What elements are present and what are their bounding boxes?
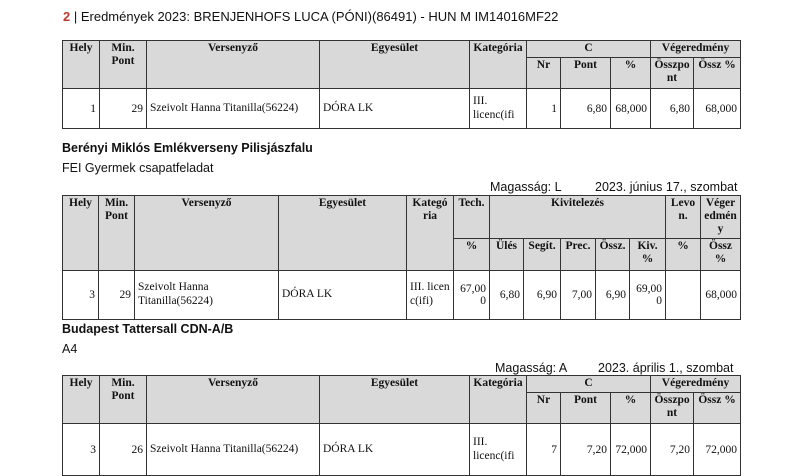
cell-nr: 7 <box>527 424 561 476</box>
header-osszpont: Összpont <box>651 393 694 424</box>
section-title: Berényi Miklós Emlékverseny Pilisjászfalu <box>62 141 313 155</box>
results-table-2 <box>62 195 741 320</box>
header-kategoria: Kategória <box>407 196 454 271</box>
height-label: Magasság: L <box>490 180 562 194</box>
cell-osszpont: 6,80 <box>651 89 694 129</box>
cell-pont: 7,20 <box>561 424 611 476</box>
cell-osszpont: 7,20 <box>651 424 694 476</box>
header-egyesulet: Egyesület <box>320 376 470 424</box>
cell-prec: 7,00 <box>561 270 596 319</box>
header-levonas: Levon. <box>666 196 701 239</box>
cell-min-pont: 26 <box>100 424 147 476</box>
cell-ossz-pct: 72,000 <box>694 424 741 476</box>
header-prec: Prec. <box>561 238 596 270</box>
header-vegeredmeny: Végeredmény <box>651 41 741 58</box>
header-versenyzo: Versenyző <box>147 376 320 424</box>
cell-kategoria: III. licenc(ifi) <box>407 270 454 319</box>
header-kategoria: Kategória <box>470 41 527 89</box>
table-row <box>63 89 741 129</box>
header-kivitelezes: Kivitelezés <box>490 196 666 239</box>
date-label: 2023. június 17., szombat <box>595 180 738 194</box>
page-number: 2 <box>63 9 71 24</box>
cell-egyesulet: DÓRA LK <box>320 424 470 476</box>
page-title <box>63 9 558 24</box>
header-kiv-pct: Kiv. % <box>630 238 666 270</box>
header-nr: Nr <box>527 393 561 424</box>
cell-hely: 3 <box>63 424 100 476</box>
results-table-1 <box>62 40 741 129</box>
header-min-pont: Min. Pont <box>99 196 135 271</box>
cell-ossz-pct: 68,000 <box>694 89 741 129</box>
cell-hely: 3 <box>63 270 99 319</box>
header-hely: Hely <box>63 41 100 89</box>
header-hely: Hely <box>63 196 99 271</box>
header-ossz-pct: Össz % <box>701 238 741 270</box>
header-ossz: Össz. <box>596 238 630 270</box>
header-pont: Pont <box>561 393 611 424</box>
header-tech: Tech. <box>454 196 490 239</box>
cell-kategoria: III. licenc(ifi <box>470 89 527 129</box>
header-segit: Segít. <box>524 238 561 270</box>
header-pont: Pont <box>561 58 611 89</box>
cell-versenyzo: Szeivolt Hanna Titanilla(56224) <box>147 424 320 476</box>
cell-egyesulet: DÓRA LK <box>320 89 470 129</box>
header-kategoria: Kategória <box>470 376 527 424</box>
header-pct: % <box>611 393 651 424</box>
height-label: Magasság: A <box>495 361 568 375</box>
table-row <box>63 424 741 476</box>
header-group-c: C <box>527 41 651 58</box>
cell-ossz: 6,90 <box>596 270 630 319</box>
header-ossz-pct: Össz % <box>694 393 741 424</box>
cell-tech-pct: 67,000 <box>454 270 490 319</box>
cell-ossz-pct: 68,000 <box>701 270 741 319</box>
page-title-text: | Eredmények 2023: BRENJENHOFS LUCA (PÓNI)(86491) - HUN M IM14016MF22 <box>73 9 559 24</box>
cell-lev-pct <box>666 270 701 319</box>
cell-ules: 6,80 <box>490 270 524 319</box>
section-title: Budapest Tattersall CDN-A/B <box>62 322 234 336</box>
cell-egyesulet: DÓRA LK <box>279 270 407 319</box>
header-versenyzo: Versenyző <box>135 196 279 271</box>
header-osszpont: Összpont <box>651 58 694 89</box>
cell-kategoria: III. licenc(ifi <box>470 424 527 476</box>
header-nr: Nr <box>527 58 561 89</box>
cell-versenyzo: Szeivolt Hanna Titanilla(56224) <box>135 270 279 319</box>
header-egyesulet: Egyesület <box>279 196 407 271</box>
cell-min-pont: 29 <box>99 270 135 319</box>
section-subtitle: A4 <box>62 342 78 356</box>
header-min-pont: Min. Pont <box>100 41 147 89</box>
header-hely: Hely <box>63 376 100 424</box>
header-ossz-pct: Össz % <box>694 58 741 89</box>
cell-min-pont: 29 <box>100 89 147 129</box>
date-label: 2023. április 1., szombat <box>598 361 734 375</box>
cell-pct: 68,000 <box>611 89 651 129</box>
results-table-3 <box>62 375 741 476</box>
cell-pont: 6,80 <box>561 89 611 129</box>
header-egyesulet: Egyesület <box>320 41 470 89</box>
header-lev-pct: % <box>666 238 701 270</box>
cell-versenyzo: Szeivolt Hanna Titanilla(56224) <box>147 89 320 129</box>
cell-segit: 6,90 <box>524 270 561 319</box>
header-ules: Ülés <box>490 238 524 270</box>
cell-nr: 1 <box>527 89 561 129</box>
cell-pct: 72,000 <box>611 424 651 476</box>
table-row <box>63 270 741 319</box>
header-min-pont: Min. Pont <box>100 376 147 424</box>
header-pct: % <box>611 58 651 89</box>
cell-hely: 1 <box>63 89 100 129</box>
section-subtitle: FEI Gyermek csapatfeladat <box>62 161 214 175</box>
header-tech-pct: % <box>454 238 490 270</box>
header-vegeredmeny: Végeredmény <box>701 196 741 239</box>
header-group-c: C <box>527 376 651 393</box>
header-versenyzo: Versenyző <box>147 41 320 89</box>
header-vegeredmeny: Végeredmény <box>651 376 741 393</box>
cell-kiv-pct: 69,000 <box>630 270 666 319</box>
